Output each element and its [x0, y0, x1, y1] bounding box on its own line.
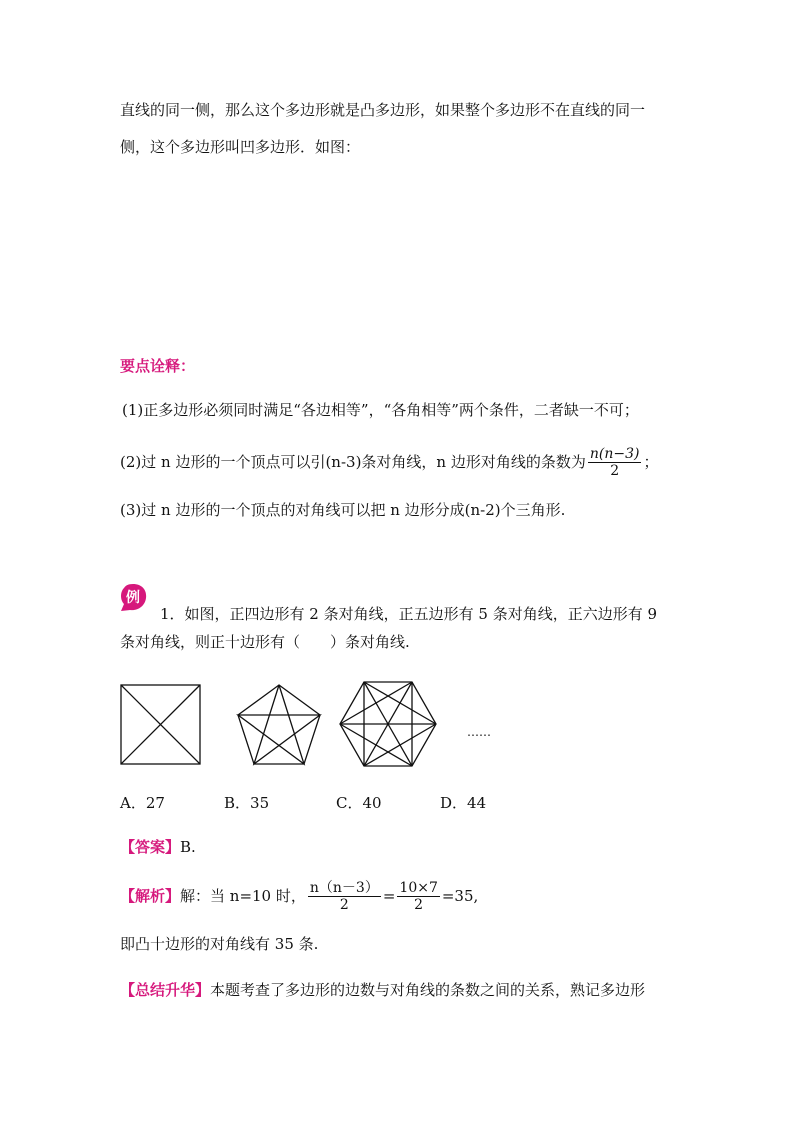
formula-denominator: 2 — [610, 462, 620, 479]
analysis-conclusion: 即凸十边形的对角线有 35 条. — [120, 935, 319, 953]
answer-line — [120, 837, 196, 857]
analysis-fraction-1 — [308, 880, 381, 913]
figures-ellipsis: …… — [467, 725, 491, 739]
key-point-1: (1)正多边形必须同时满足“各边相等”，“各角相等”两个条件，二者缺一不可； — [122, 401, 639, 419]
summary-line — [120, 980, 645, 1000]
question-line-1: 1．如图，正四边形有 2 条对角线，正五边形有 5 条对角线，正六边形有 9 — [160, 605, 658, 623]
summary-label: 【总结升华】 — [120, 981, 211, 999]
choice-d[interactable]: D．44 — [440, 794, 487, 812]
formula-numerator: n(n−3) — [589, 445, 640, 462]
analysis-line — [120, 876, 478, 916]
summary-text: 本题考查了多边形的边数与对角线的条数之间的关系，熟记多边形 — [210, 981, 646, 999]
square-figure — [121, 685, 200, 764]
example-badge-label: 例 — [126, 590, 140, 606]
key-point-2-text: (2)过 n 边形的一个顶点可以引(n-3)条对角线，n 边形对角线的条数为 — [120, 453, 586, 471]
analysis-fraction-2 — [397, 880, 439, 913]
fraction-1-denominator: 2 — [339, 896, 349, 913]
answer-label: 【答案】 — [120, 838, 181, 856]
question-line-2: 条对角线，则正十边形有（ ）条对角线. — [120, 633, 410, 651]
analysis-equals-1: = — [382, 887, 396, 905]
intro-line-2: 侧，这个多边形叫凹多边形．如图： — [120, 138, 361, 156]
answer-value: B. — [180, 838, 196, 856]
choice-a[interactable]: A．27 — [120, 794, 165, 812]
fraction-1-numerator: n（n－3） — [309, 879, 379, 896]
fraction-2-numerator: 10×7 — [399, 879, 438, 896]
hexagon-figure — [340, 682, 436, 766]
key-points-heading: 要点诠释： — [120, 357, 196, 375]
key-point-2 — [120, 442, 658, 482]
pentagon-figure — [238, 685, 320, 764]
analysis-result: =35, — [441, 887, 479, 905]
example-badge-icon — [118, 582, 148, 612]
key-point-2-end: ； — [643, 453, 659, 471]
fraction-2-denominator: 2 — [414, 896, 424, 913]
polygon-figures — [118, 678, 498, 774]
analysis-text: 解：当 n=10 时， — [180, 887, 306, 905]
intro-line-1: 直线的同一侧，那么这个多边形就是凸多边形，如果整个多边形不在直线的同一 — [120, 101, 646, 119]
diagonal-count-formula — [588, 446, 642, 479]
analysis-label: 【解析】 — [120, 887, 181, 905]
key-point-3: (3)过 n 边形的一个顶点的对角线可以把 n 边形分成(n-2)个三角形. — [120, 501, 566, 519]
choice-c[interactable]: C．40 — [336, 794, 382, 812]
choice-b[interactable]: B．35 — [224, 794, 270, 812]
